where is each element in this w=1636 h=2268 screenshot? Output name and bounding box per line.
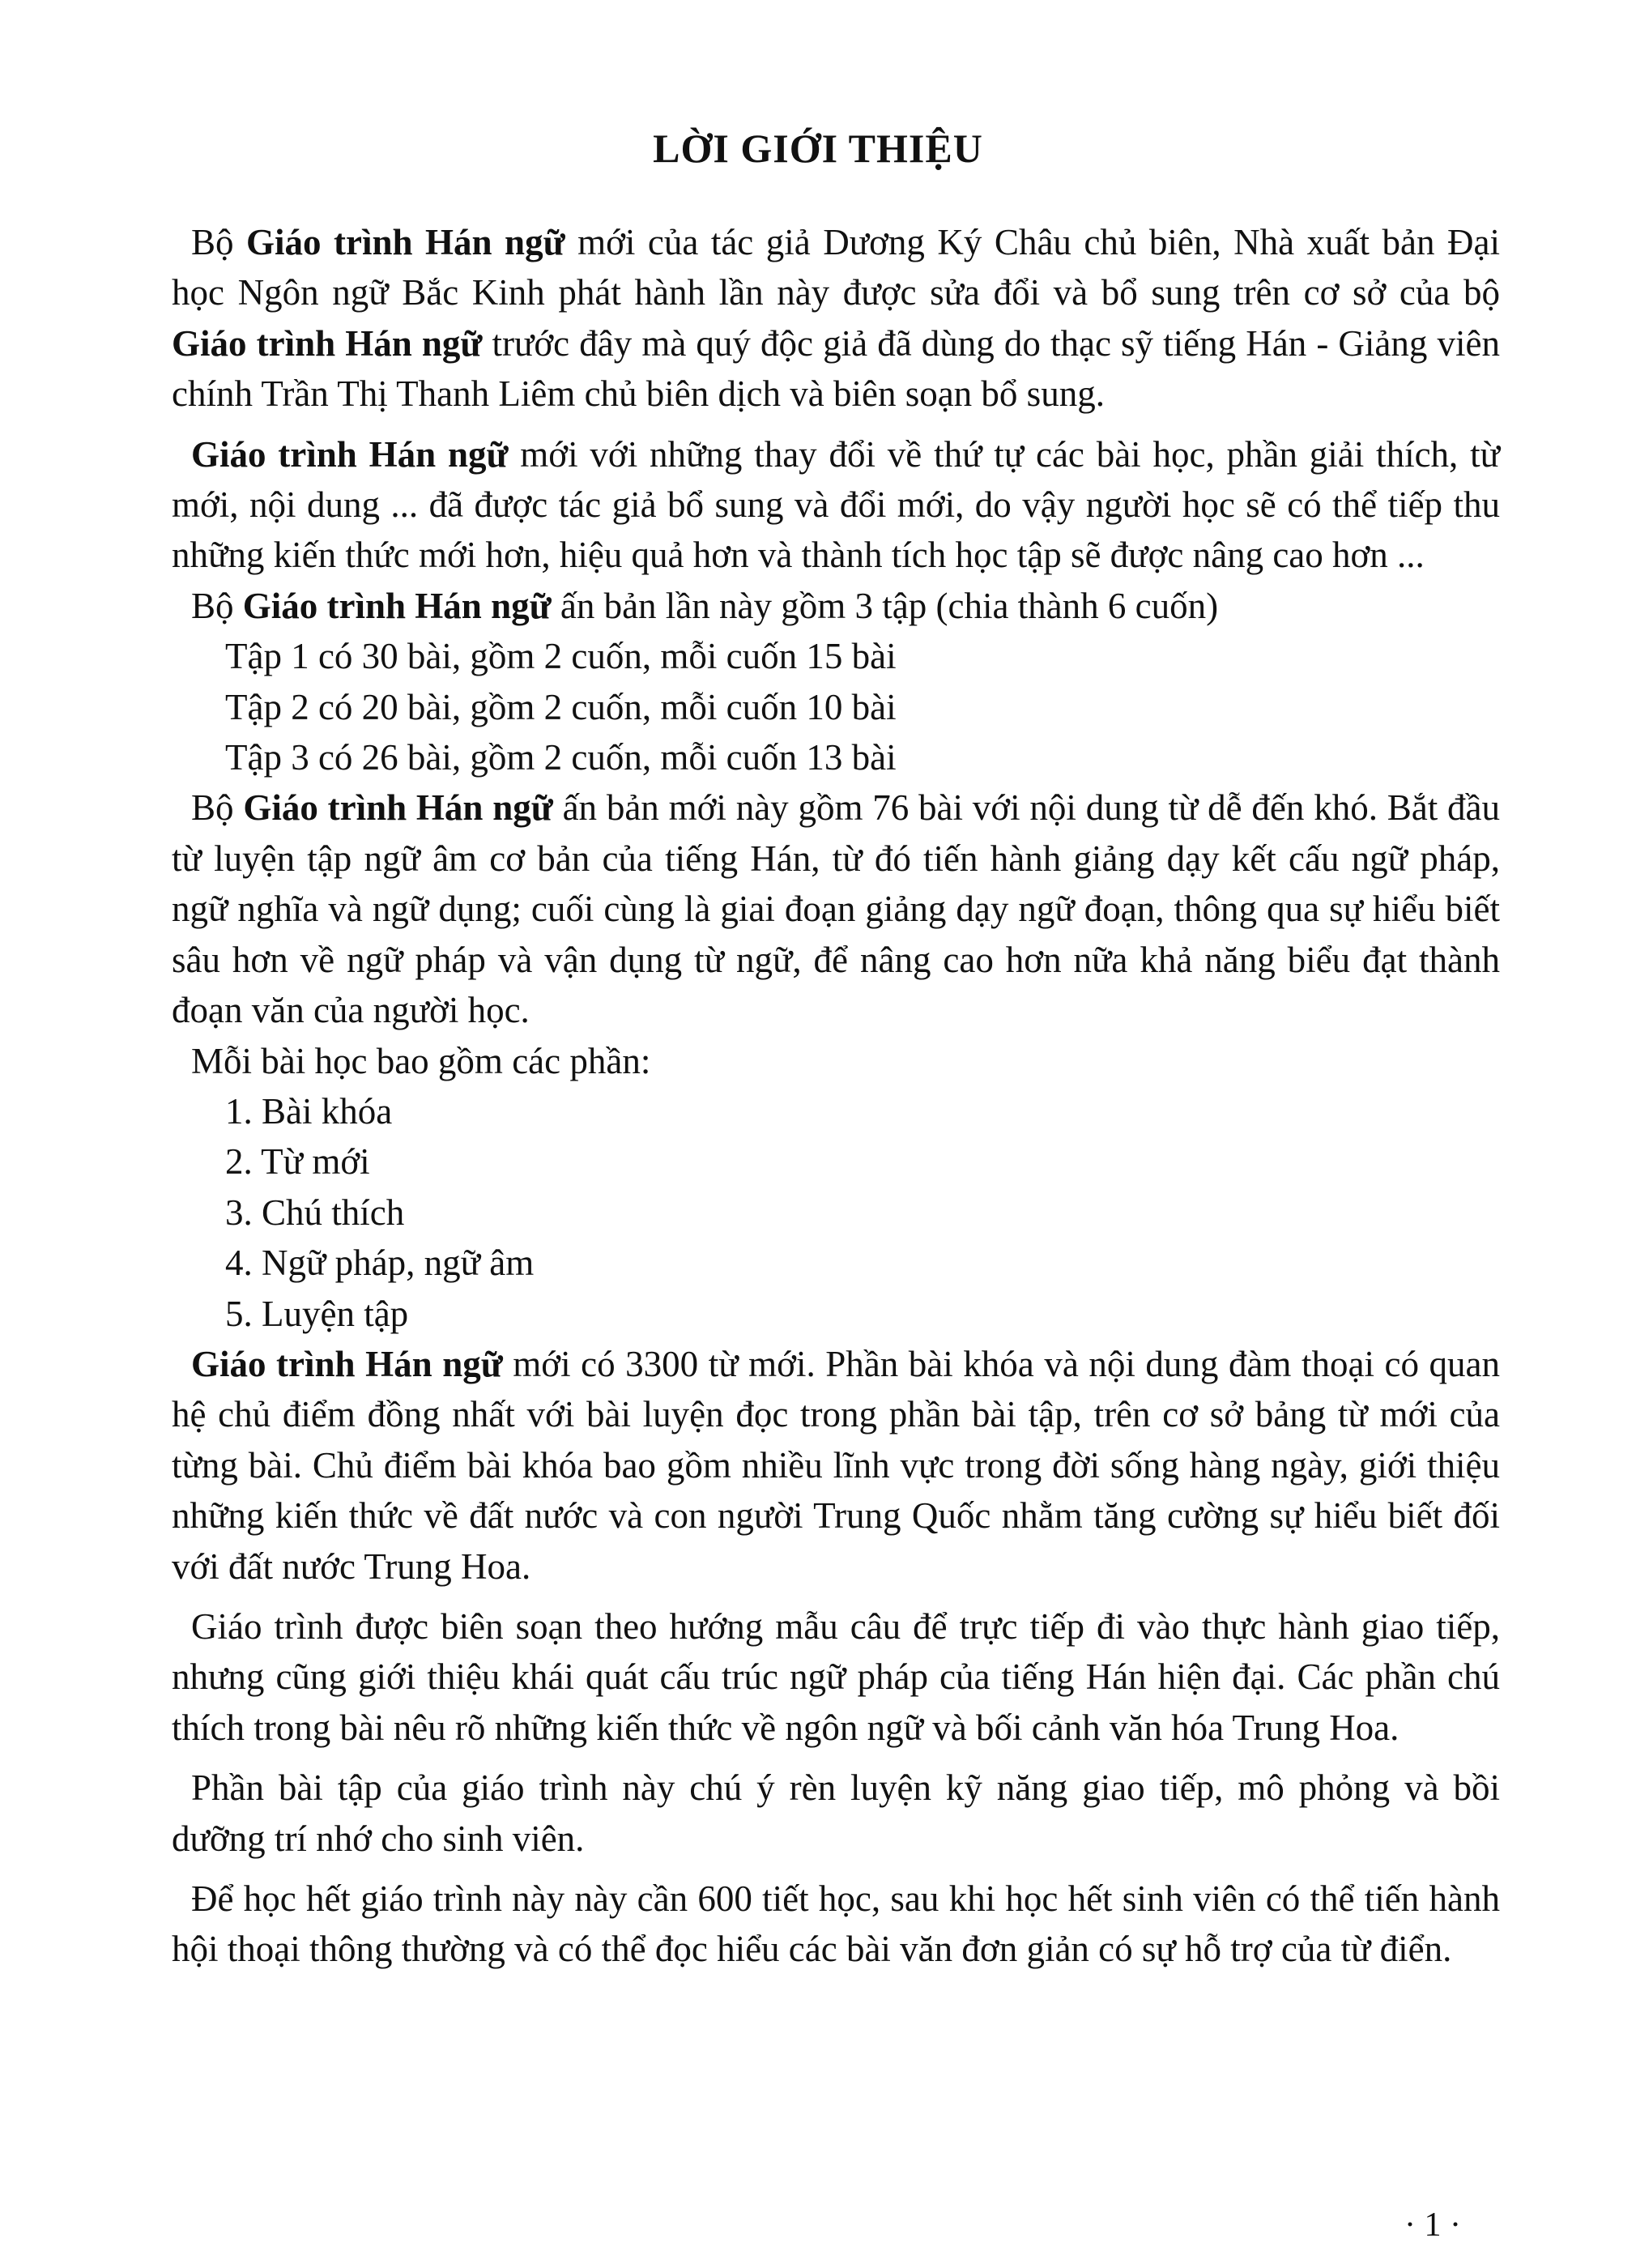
paragraph-duration: Để học hết giáo trình này này cần 600 tiết học, sau khi học hết sinh viên có thể tiến hành hội thoại thông thường và có thể đọc hiểu các bài văn đơn giản có sự hỗ trợ của từ điển. bbox=[172, 1878, 1500, 1970]
volume-item: Tập 1 có 30 bài, gồm 2 cuốn, mỗi cuốn 15 bài bbox=[225, 636, 897, 677]
paragraph-text: Bộ bbox=[191, 787, 244, 829]
document-body bbox=[172, 217, 1500, 1975]
paragraph-text: mới với những thay đổi về thứ tự các bài học, phần giải thích, từ mới, nội dung ... đã được tác giả bổ sung và đổi mới, do vậy người học sẽ có thể tiếp thu những kiến thức mới hơn, hiệu quả hơn và thành tích học tập sẽ được nâng cao hơn ... bbox=[172, 433, 1500, 576]
book-name-emphasis: Giáo trình Hán ngữ bbox=[246, 222, 565, 262]
paragraph-text: ấn bản mới này gồm 76 bài với nội dung từ dễ đến khó. Bắt đầu từ luyện tập ngữ âm cơ bản của tiếng Hán, từ đó tiến hành giảng dạy kết cấu ngữ pháp, ngữ nghĩa và ngữ dụng; cuối cùng là giai đoạn giảng dạy ngữ đoạn, thông qua sự hiểu biết sâu hơn về ngữ pháp và vận dụng từ ngữ, để nâng cao hơn nữa khả năng biểu đạt thành đoạn văn của người học. bbox=[172, 787, 1500, 1031]
paragraph-parts-heading: Mỗi bài học bao gồm các phần: bbox=[191, 1040, 651, 1081]
paragraph-text: Bộ bbox=[191, 585, 243, 626]
page-title: LỜI GIỚI THIỆU bbox=[653, 126, 983, 171]
lesson-part-item: 4. Ngữ pháp, ngữ âm bbox=[225, 1243, 535, 1284]
paragraph-changes bbox=[172, 429, 1500, 581]
book-name-emphasis: Giáo trình Hán ngữ bbox=[191, 433, 509, 475]
volume-item: Tập 2 có 20 bài, gồm 2 cuốn, mỗi cuốn 10 bài bbox=[225, 686, 897, 727]
book-name-emphasis: Giáo trình Hán ngữ bbox=[243, 787, 553, 829]
paragraph-text: ấn bản lần này gồm 3 tập (chia thành 6 cuốn) bbox=[551, 585, 1219, 626]
paragraph-intro bbox=[172, 217, 1500, 420]
book-name-emphasis: Giáo trình Hán ngữ bbox=[172, 322, 483, 364]
book-name-emphasis: Giáo trình Hán ngữ bbox=[191, 1343, 503, 1384]
paragraph-exercises: Phần bài tập của giáo trình này chú ý rèn luyện kỹ năng giao tiếp, mô phỏng và bồi dưỡng trí nhớ cho sinh viên. bbox=[172, 1767, 1500, 1859]
paragraph-edition bbox=[172, 581, 1500, 631]
paragraph-text: trước đây mà quý độc giả đã dùng do thạc sỹ tiếng Hán - Giảng viên chính Trần Thị Thanh Liêm chủ biên dịch và biên soạn bổ sung. bbox=[172, 322, 1500, 415]
lesson-part-item: 3. Chú thích bbox=[225, 1192, 405, 1233]
paragraph-structure bbox=[172, 782, 1500, 1035]
paragraph-text: mới có 3300 từ mới. Phần bài khóa và nội dung đàm thoại có quan hệ chủ điểm đồng nhất với bài luyện đọc trong phần bài tập, trên cơ sở bảng từ mới của từng bài. Chủ điểm bài khóa bao gồm nhiều lĩnh vực trong đời sống hàng ngày, giới thiệu những kiến thức về đất nước và con người Trung Quốc nhằm tăng cường sự hiểu biết đối với đất nước Trung Hoa. bbox=[172, 1343, 1500, 1587]
lesson-part-item: 1. Bài khóa bbox=[225, 1090, 393, 1132]
lesson-part-item: 5. Luyện tập bbox=[225, 1293, 409, 1334]
page-number: · 1 · bbox=[1404, 2206, 1461, 2244]
lesson-part-item: 2. Từ mới bbox=[225, 1141, 370, 1183]
paragraph-approach: Giáo trình được biên soạn theo hướng mẫu câu để trực tiếp đi vào thực hành giao tiếp, nhưng cũng giới thiệu khái quát cấu trúc ngữ pháp của tiếng Hán hiện đại. Các phần chú thích trong bài nêu rõ những kiến thức về ngôn ngữ và bối cảnh văn hóa Trung Hoa. bbox=[172, 1605, 1500, 1748]
paragraph-text: Bộ bbox=[191, 222, 247, 262]
volume-item: Tập 3 có 26 bài, gồm 2 cuốn, mỗi cuốn 13 bài bbox=[225, 737, 897, 778]
paragraph-vocabulary bbox=[172, 1339, 1500, 1592]
book-name-emphasis: Giáo trình Hán ngữ bbox=[242, 585, 552, 626]
paragraph-text: mới của tác giả Dương Ký Châu chủ biên, Nhà xuất bản Đại học Ngôn ngữ Bắc Kinh phát hành lần này được sửa đổi và bổ sung trên cơ sở của bộ bbox=[172, 222, 1500, 313]
